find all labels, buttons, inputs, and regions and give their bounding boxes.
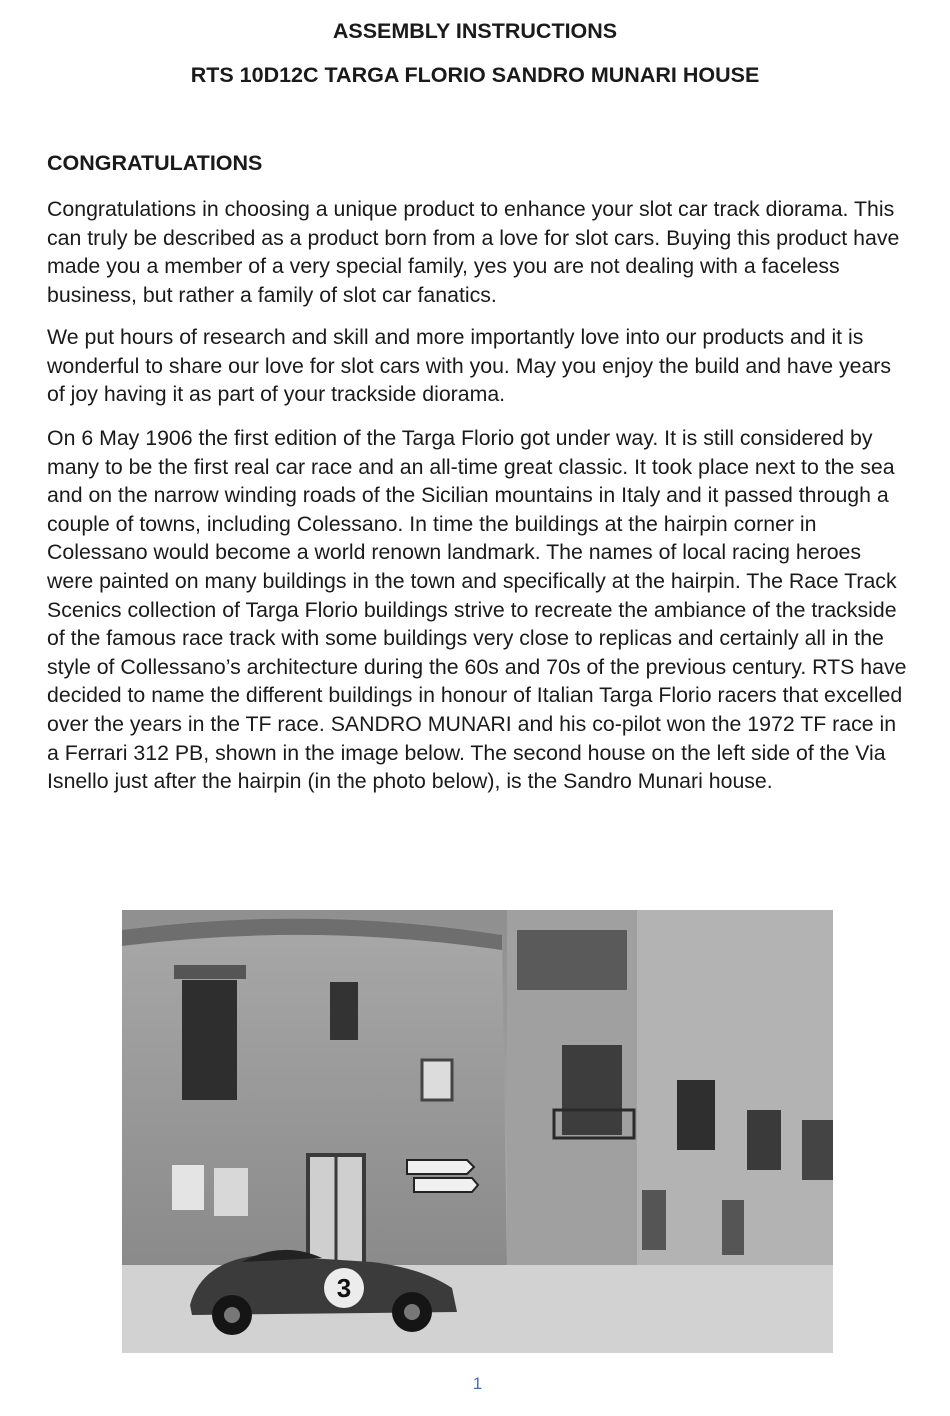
window — [562, 1045, 622, 1135]
poster — [214, 1168, 248, 1216]
doorway — [642, 1190, 666, 1250]
road-sign — [414, 1178, 478, 1192]
page-number: 1 — [472, 1374, 483, 1393]
window — [182, 980, 237, 1100]
poster — [422, 1060, 452, 1100]
product-subtitle: RTS 10D12C TARGA FLORIO SANDRO MUNARI HOUSE — [190, 63, 760, 87]
car-number: 3 — [336, 1273, 352, 1303]
paragraph-research: We put hours of research and skill and more importantly love into our products and it is wonderful to share our love for slot cars with you. May you enjoy the build and have years of joy having it as part of your trackside diorama. — [47, 325, 892, 407]
targa-florio-photo — [122, 910, 833, 1353]
window — [330, 982, 358, 1040]
balcony — [517, 930, 627, 990]
window — [747, 1110, 781, 1170]
window-lintel — [174, 965, 246, 979]
doorway — [722, 1200, 744, 1255]
window — [677, 1080, 715, 1150]
photo-illustration — [122, 910, 833, 1353]
paragraph-history: On 6 May 1906 the first edition of the Targa Florio got under way. It is still considered by many to be the first real car race and an all-time great classic. It took place next to the sea and on the narrow winding roads of the Sicilian mountains in Italy and it passed through a couple of towns, including Colessano. In time the buildings at the hairpin corner in Colessano would become a world renown landmark. The names of local racing heroes were painted on many buildings in the town and specifically at the hairpin. The Race Track Scenics collection of Targa Florio buildings strive to recreate the ambiance of the trackside of the famous race track with some buildings very close to replicas and certainly all in the style of Collessano’s architecture during the 60s and 70s of the previous century. RTS have decided to name the different buildings in honour of Italian Targa Florio racers that excelled over the years in the TF race. SANDRO MUNARI and his co-pilot won the 1972 TF race in a Ferrari 312 PB, shown in the image below. The second house on the left side of the Via Isnello just after the hairpin (in the photo below), is the Sandro Munari house. — [47, 426, 907, 794]
poster — [172, 1165, 204, 1210]
road-sign — [407, 1160, 474, 1174]
section-heading: CONGRATULATIONS — [47, 151, 263, 175]
window — [802, 1120, 833, 1180]
page-title: ASSEMBLY INSTRUCTIONS — [332, 19, 618, 43]
paragraph-intro: Congratulations in choosing a unique product to enhance your slot car track diorama. This can truly be described as a product born from a love for slot cars. Buying this product have made you a member of a very special family, yes you are not dealing with a faceless business, but rather a family of slot car fanatics. — [47, 197, 900, 307]
